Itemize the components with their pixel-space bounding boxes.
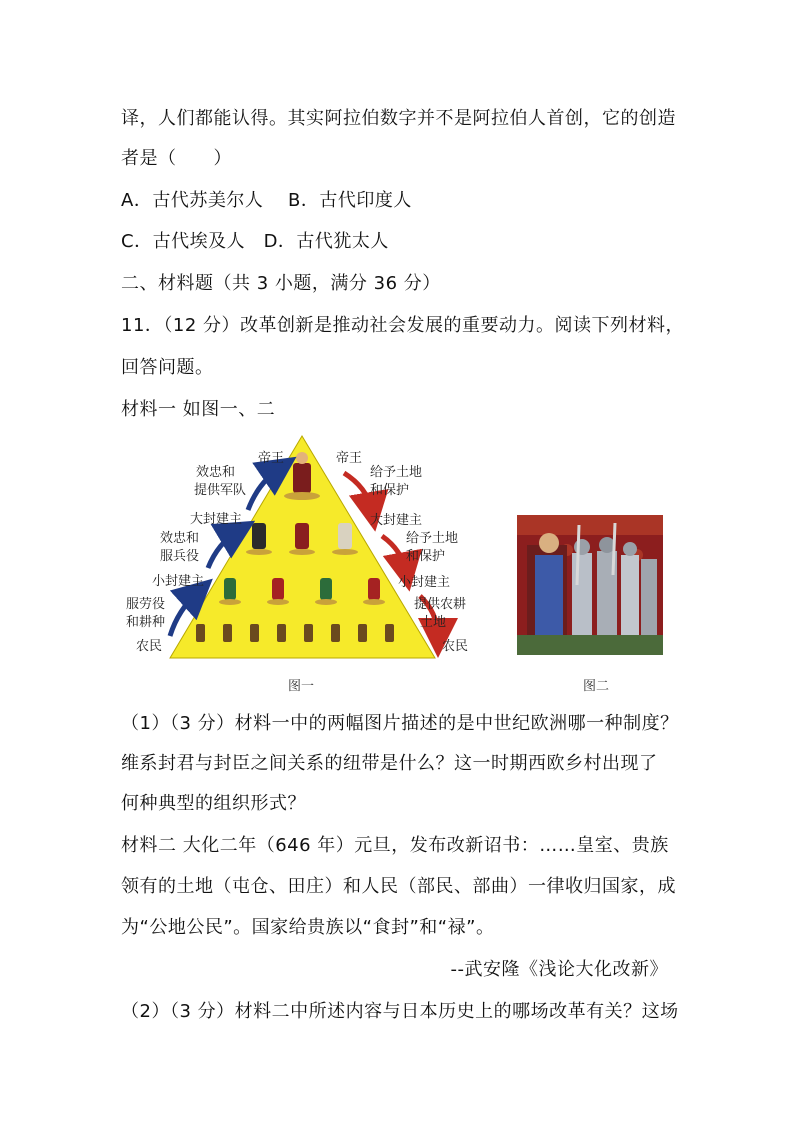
left-labor-2: 和耕种 bbox=[126, 615, 166, 630]
left-emperor-label: 帝王 bbox=[258, 451, 285, 466]
question-text-line: 者是（ ） bbox=[121, 148, 232, 169]
question-text-line: 译，人们都能认得。其实阿拉伯数字并不是阿拉伯人首创，它的创造 bbox=[121, 108, 676, 129]
right-give-land-1: 给予土地 bbox=[370, 465, 423, 480]
right-emperor-label: 帝王 bbox=[336, 451, 363, 466]
right-provide-2: 土地 bbox=[420, 615, 447, 630]
material-text-line: 材料二 大化二年（646 年）元旦，发布改新诏书：……皇室、贵族 bbox=[121, 835, 669, 856]
question-text-line: 回答问题。 bbox=[121, 357, 214, 378]
left-loyal-service-1: 效忠和 bbox=[160, 531, 200, 546]
material-text-line: 领有的土地（屯仓、田庄）和人民（部民、部曲）一律收归国家，成 bbox=[121, 876, 676, 897]
option-line: C．古代埃及人 D．古代犹太人 bbox=[121, 231, 389, 252]
right-peasant-label: 农民 bbox=[442, 639, 469, 654]
right-arrow-middle bbox=[382, 536, 406, 572]
section-heading: 二、材料题（共 3 小题，满分 36 分） bbox=[121, 273, 441, 294]
right-give-land-3: 给予土地 bbox=[406, 531, 459, 546]
sub-question-line: 何种典型的组织形式？ bbox=[121, 793, 306, 814]
material-heading: 材料一 如图一、二 bbox=[121, 399, 276, 420]
sub-question-line: （2）（3 分）材料二中所述内容与日本历史上的哪场改革有关？这场 bbox=[121, 1001, 679, 1022]
citation-line: --武安隆《浅论大化改新》 bbox=[450, 959, 668, 980]
left-peasant-label: 农民 bbox=[136, 639, 163, 654]
left-loyal-service-2: 服兵役 bbox=[160, 549, 200, 564]
left-small-lord-label: 小封建主 bbox=[152, 574, 205, 589]
big-lord-figures bbox=[246, 523, 358, 555]
left-labor-1: 服劳役 bbox=[126, 597, 166, 612]
left-loyal-army-2: 提供军队 bbox=[194, 483, 247, 498]
figure2-caption: 图二 bbox=[583, 679, 610, 694]
left-big-lord-label: 大封建主 bbox=[190, 512, 243, 527]
feudal-pyramid-figure bbox=[126, 428, 470, 668]
right-give-land-4: 和保护 bbox=[406, 549, 446, 564]
material-text-line: 为“公地公民”。国家给贵族以“食封”和“禄”。 bbox=[121, 917, 495, 938]
right-arrow-top bbox=[344, 473, 372, 512]
figure1-caption: 图一 bbox=[288, 679, 315, 694]
right-small-lord-label: 小封建主 bbox=[398, 575, 451, 590]
sub-question-line: （1）（3 分）材料一中的两幅图片描述的是中世纪欧洲哪一种制度？ bbox=[121, 713, 679, 734]
homage-painting-figure bbox=[517, 515, 663, 655]
option-line: A．古代苏美尔人 B．古代印度人 bbox=[121, 190, 412, 211]
right-provide-1: 提供农耕 bbox=[414, 597, 467, 612]
sub-question-line: 维系封君与封臣之间关系的纽带是什么？这一时期西欧乡村出现了 bbox=[121, 753, 658, 774]
left-loyal-army-1: 效忠和 bbox=[196, 465, 236, 480]
question-text-line: 11．（12 分）改革创新是推动社会发展的重要动力。阅读下列材料， bbox=[121, 315, 685, 336]
right-big-lord-label: 大封建主 bbox=[370, 513, 423, 528]
right-give-land-2: 和保护 bbox=[370, 483, 410, 498]
